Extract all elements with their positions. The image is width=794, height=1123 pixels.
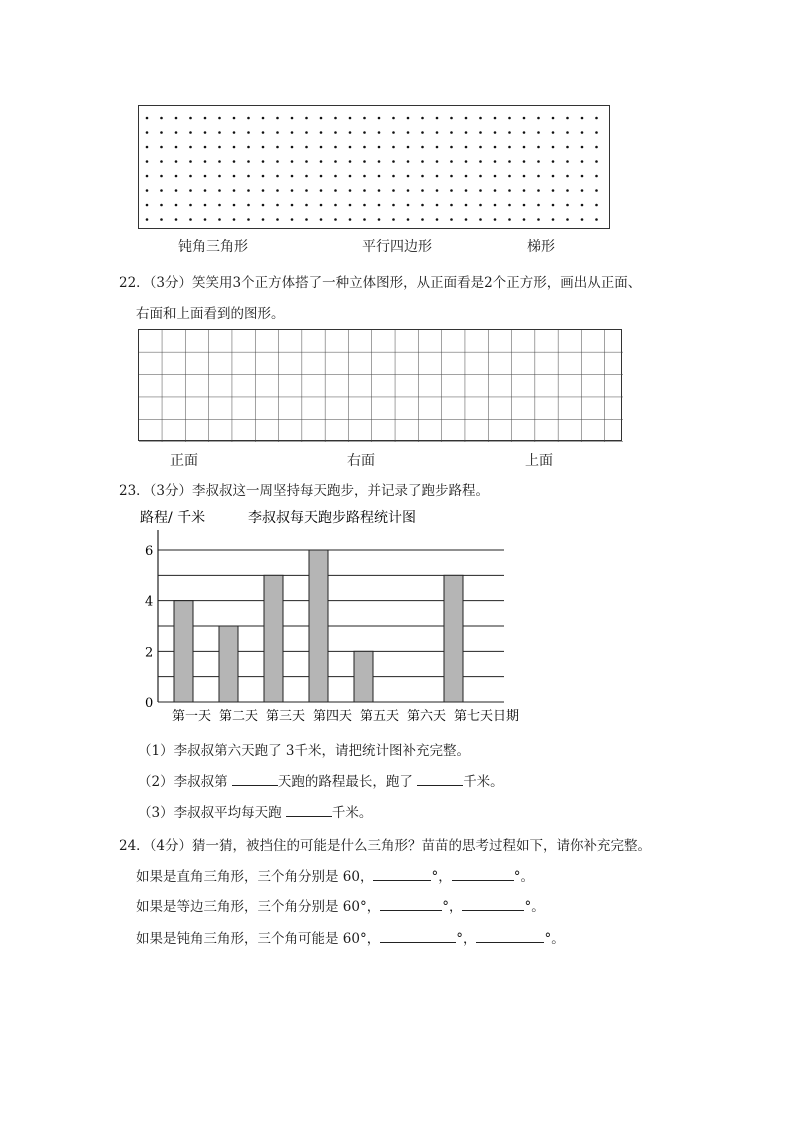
square-grid-svg [139,330,623,442]
chart-title: 李叔叔每天跑步路程统计图 [248,510,416,526]
q22-line2: 右面和上面看到的图形。 [136,306,285,322]
chart-xlabel: 日期 [493,709,520,724]
q24-row3-text: 如果是钝角三角形，三个角可能是 60°， [136,931,381,947]
bar [444,575,463,702]
q24-row2-sep: °， [442,899,463,915]
q23-sub2 [138,770,504,790]
bar [174,601,193,702]
bar-chart [138,505,533,727]
dot-grid-label-parallelogram: 平行四边形 [362,239,432,255]
q24-row3-end: °。 [544,931,565,947]
q22-line1: 22．（3分）笑笑用3个正方体搭了一种立体图形，从正面看是2个正方形，画出从正面、 [119,275,642,291]
right-angle2-blank[interactable] [373,867,431,881]
bar [354,651,373,702]
grid-label-top: 上面 [525,453,553,469]
q24-row-right-triangle [136,865,534,885]
longest-distance-blank[interactable] [417,772,463,786]
bar-chart-svg [138,505,533,727]
q24-row-equilateral [136,895,545,915]
x-tick-label: 第三天 [266,709,306,724]
q23-sub1: （1）李叔叔第六天跑了 3千米，请把统计图补充完整。 [138,743,470,759]
grid-label-right: 右面 [347,453,375,469]
x-tick-label: 第五天 [360,709,400,724]
q24-row1-sep: °， [431,869,452,885]
grid-label-front: 正面 [170,453,198,469]
q23-sub3-suffix: 千米。 [331,805,373,821]
q24-row1-text: 如果是直角三角形，三个角分别是 60， [136,869,374,885]
bar [309,550,328,702]
equilateral-angle3-blank[interactable] [462,897,524,911]
equilateral-angle2-blank[interactable] [380,897,442,911]
x-tick-label: 第六天 [407,709,447,724]
dot-grid-paper [138,105,610,229]
obtuse-angle2-blank[interactable] [380,929,456,943]
q23-sub2-middle: 天跑的路程最长，跑了 [277,774,418,790]
obtuse-angle3-blank[interactable] [476,929,544,943]
y-tick-label: 6 [145,544,154,559]
x-tick-label: 第七天 [454,709,494,724]
average-distance-blank[interactable] [286,803,332,817]
chart-ylabel: 路程/ 千米 [140,510,206,526]
longest-day-blank[interactable] [232,772,278,786]
dot-grid-svg [139,106,611,230]
x-tick-label: 第二天 [219,709,259,724]
q23-sub2-suffix: 千米。 [463,774,504,790]
q23-sub3 [138,801,372,821]
q24-row2-text: 如果是等边三角形，三个角分别是 60°， [136,899,381,915]
x-tick-label: 第四天 [313,709,353,724]
dot-grid-label-obtuse: 钝角三角形 [178,239,248,255]
bar [219,626,238,702]
right-angle3-blank[interactable] [452,867,514,881]
q23-sub3-prefix: （3）李叔叔平均每天跑 [138,805,286,821]
dot-grid-label-trapezoid: 梯形 [527,239,555,255]
x-tick-label: 第一天 [172,709,212,724]
y-tick-label: 0 [145,696,154,711]
q23-sub2-prefix: （2）李叔叔第 [138,774,232,790]
q24-row1-end: °。 [513,869,534,885]
y-tick-label: 2 [145,645,154,661]
bar [264,575,283,702]
q23-intro: 23．（3分）李叔叔这一周坚持每天跑步，并记录了跑步路程。 [119,483,490,499]
q24-row3-sep: °， [456,931,477,947]
y-tick-label: 4 [145,594,154,610]
q24-row-obtuse [136,927,565,947]
square-grid [138,329,622,441]
q24-intro: 24．（4分）猜一猜，被挡住的可能是什么三角形？苗苗的思考过程如下，请你补充完整。 [119,838,652,854]
q24-row2-end: °。 [524,899,545,915]
